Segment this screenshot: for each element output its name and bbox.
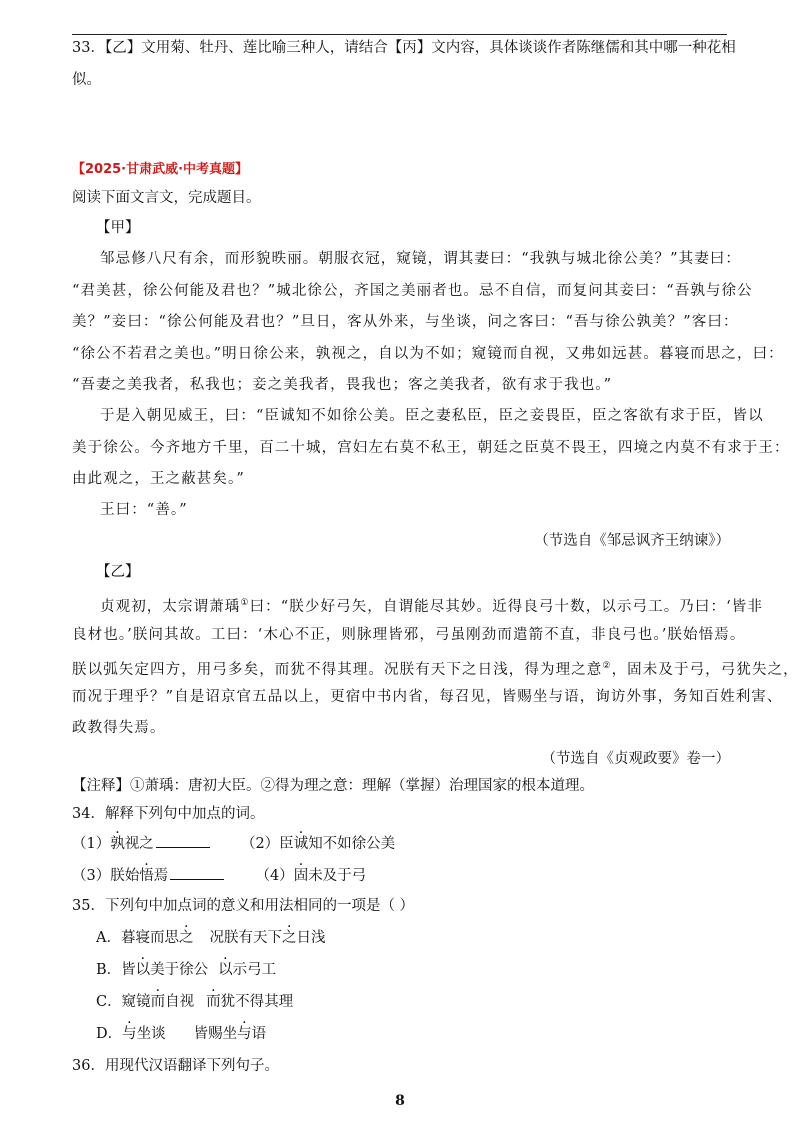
jia-line-1: 邹忌修八尺有余，而形貌昳丽。朝服衣冠，窥镜，谓其妻曰：“我孰与城北徐公美？”其妻曰： [100, 251, 742, 267]
jia-line-9: 王曰：“善。” [100, 502, 188, 518]
note-ref-1: ① [240, 598, 250, 608]
yi-line-5: 政教得失焉。 [72, 720, 166, 736]
q34-row-1: （1）孰视之 （2）臣诚知不如徐公美 [72, 833, 732, 854]
yi-line-3: 朕以弧矢定四方，用弓多矣，而犹不得其理。况朕有天下之日浅，得为理之意②，固未及于弓，弓犹失之， [72, 661, 799, 678]
page-number: 8 [395, 1093, 405, 1109]
q35-option-b[interactable]: B．皆以美于徐公 以示弓工 [96, 962, 277, 978]
notes: 【注释】①萧瑀：唐初大臣。②得为理之意：理解（掌握）治理国家的根本道理。 [72, 778, 594, 794]
q34-row-2: （3）朕始悟焉 （4）固未及于弓 [72, 865, 732, 886]
jia-line-7: 美于徐公。今齐地方千里，百二十城，宫妇左右莫不私王，朝廷之臣莫不畏王，四境之内莫不有求于王： [72, 440, 790, 456]
jia-line-4: “徐公不若君之美也。”明日徐公来，孰视之，自以为不如；窥镜而自视，又弗如远甚。暮寝而思之，曰： [72, 346, 784, 362]
jia-source: （节选自《邹忌讽齐王纳谏》） [534, 533, 730, 549]
jia-line-8: 由此观之，王之蔽甚矣。” [72, 471, 245, 487]
note-ref-2: ② [602, 661, 612, 671]
exam-tag: 【2025·甘肃武威·中考真题】 [72, 162, 249, 177]
yi-source: （节选自《贞观政要》卷一） [541, 751, 730, 767]
yi-title: 【乙】 [96, 564, 140, 580]
q35-option-d[interactable]: D．与坐谈 皆赐坐与语 [96, 1026, 267, 1042]
yi-line-2: 良材也。’朕问其故。工曰：‘木心不正，则脉理皆邪，弓虽刚劲而遣箭不直，非良弓也。’朕始悟焉。 [72, 627, 746, 643]
q34-stem: 34．解释下列句中加点的词。 [72, 806, 265, 822]
yi-line-4: 而况于理乎？”自是诏京官五品以上，更宿中书内省，每召见，皆赐坐与语，询访外事，务知百姓利害、 [72, 689, 783, 705]
yi-line-1: 贞观初，太宗谓萧瑀①曰：“朕少好弓矢，自谓能尽其妙。近得良弓十数，以示弓工。乃曰：‘皆非 [100, 598, 763, 615]
jia-title: 【甲】 [96, 220, 140, 236]
q36-stem: 36．用现代汉语翻译下列句子。 [72, 1058, 279, 1074]
jia-line-3: 美？”妾曰：“徐公何能及君也？”旦日，客从外来，与坐谈，问之客曰：“吾与徐公孰美？”客曰： [72, 314, 739, 330]
top-rule [72, 34, 727, 35]
answer-blank-3[interactable] [170, 865, 224, 880]
q33-line1: 33．【乙】文用菊、牡丹、莲比喻三种人，请结合【丙】文内容，具体谈谈作者陈继儒和其中哪一种花相 [72, 40, 736, 56]
answer-blank-1[interactable] [156, 833, 210, 848]
instruction: 阅读下面文言文，完成题目。 [72, 190, 261, 206]
q35-stem: 35．下列句中加点词的意义和用法相同的一项是（ ） [72, 898, 415, 914]
jia-line-5: “吾妻之美我者，私我也；妾之美我者，畏我也；客之美我者，欲有求于我也。” [72, 377, 613, 393]
q35-option-a[interactable]: A．暮寝而思之 况朕有天下之日浅 [96, 930, 326, 946]
jia-line-6: 于是入朝见威王，曰：“臣诚知不如徐公美。臣之妻私臣，臣之妾畏臣，臣之客欲有求于臣，皆以 [100, 408, 764, 424]
q35-option-c[interactable]: C．窥镜而自视 而犹不得其理 [96, 994, 294, 1010]
q33-line2: 似。 [72, 72, 101, 88]
jia-line-2: “君美甚，徐公何能及君也？”城北徐公，齐国之美丽者也。忌不自信，而复问其妾曰：“吾孰与徐公 [72, 283, 753, 299]
